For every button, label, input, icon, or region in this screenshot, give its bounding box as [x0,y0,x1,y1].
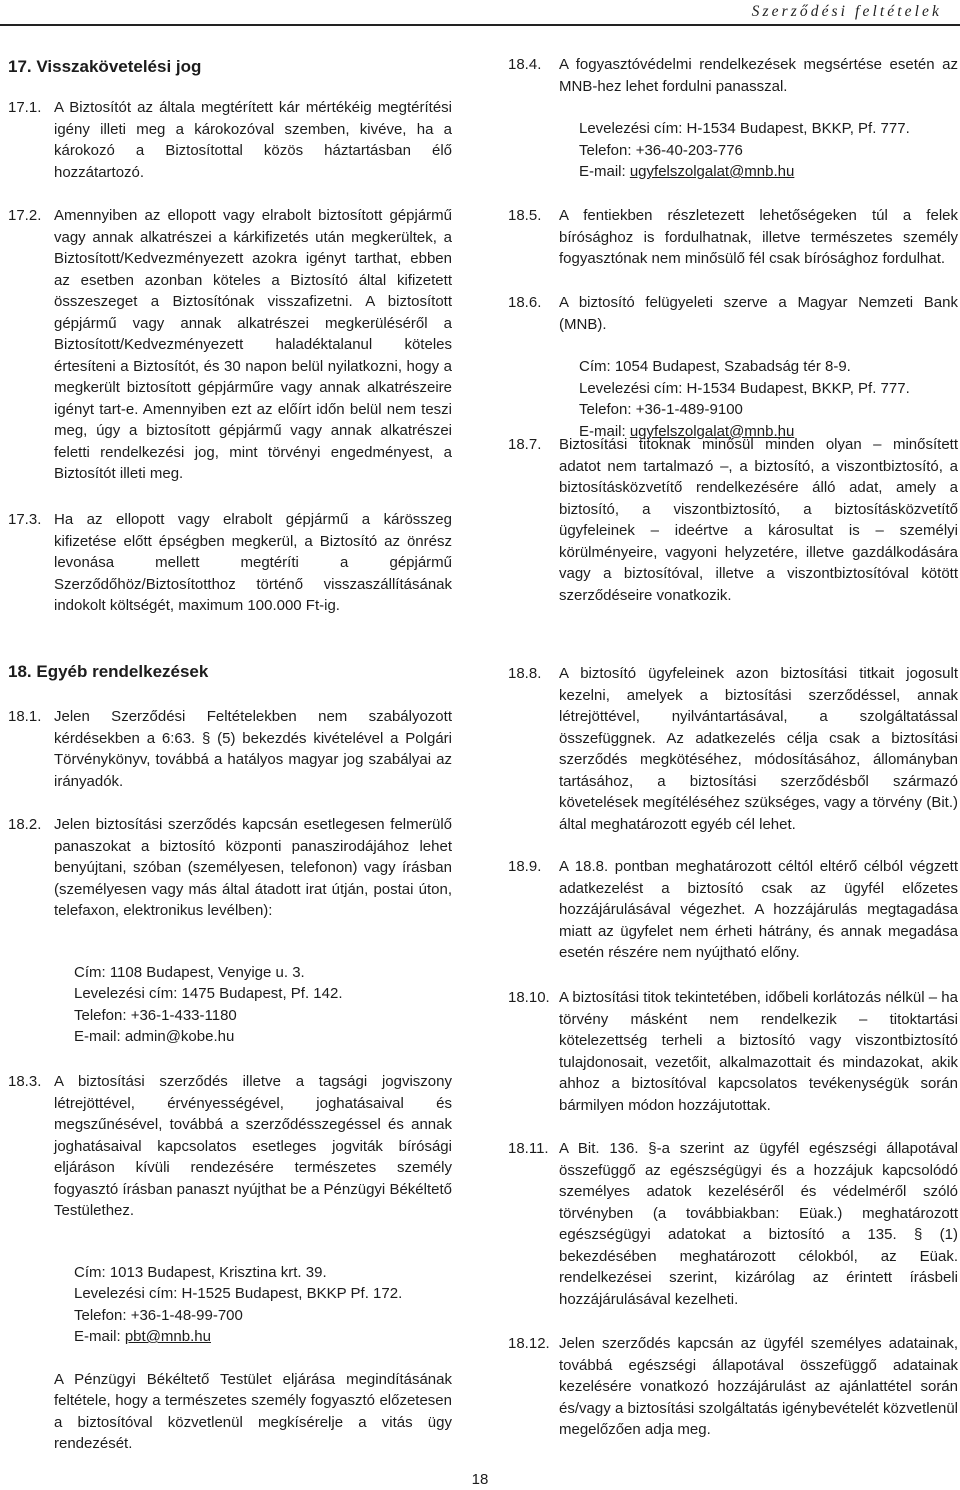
item-text: A 18.8. pontban meghatározott céltól eltérő célból végzett adatkezelést a biztosító csak az ügyfél előzetes hozzájárulásával végezhet. A hozzájárulás megtagadása miatt az ügyfelet nem érheti hátrány, és annak megadása esetén részére nem nyújtható előny. [559,858,958,961]
item-18-3 [8,1071,452,1455]
header-title: Szerződési feltételek [751,3,942,20]
item-18-9 [508,856,958,964]
item-text: Jelen Szerződési Feltételekben nem szabályozott kérdésekben a 6:63. § (5) bekezdés kivételével a Polgári Törvénykönyv, továbbá a hatályos magyar jog szabályai az irányadók. [54,708,452,790]
section-title-18: 18. Egyéb rendelkezések [8,662,209,681]
item-text: Jelen biztosítási szerződés kapcsán esetlegesen felmerülő panaszokat a biztosító központi panaszirodájához lehet benyújtani, szóban (személyesen, telefonon) vagy írásban (személyesen vagy más által átadott irat útján, postai úton, telefaxon, elektronikus levélben): [54,816,452,919]
item-text: A biztosító ügyfeleinek azon biztosítási titkait jogosult kezelni, amelyek a biztosítási szerződéssel, annak létrejöttével, nyilvántartásával, a szolgáltatással összefüggnek. Az adatkezelés célja csak a biztosítási szerződés megkötéséhez, módosításához, állományban tartásához, a biztosítási szerződésből származó követelések megítéléséhez szükséges, vagy a törvény (Bit.) által meghatározott egyéb cél lehet. [559,665,958,833]
email-line [579,161,958,183]
item-18-12 [508,1333,958,1441]
item-text: Biztosítási titoknak minősül minden olyan – minősített adatot nem tartalmazó –, a biztosító, a viszontbiztosító, a biztosításközvetítő rendelkezésére álló adat, amely a biztosító, a viszontbiztosító, a biztosításközvetítő ügyfeleinek – ideértve a károsultat is – személyi körülményeire, vagyoni helyzetére, illetve gazdálkodására vagy a biztosítóval, illetve a viszontbiztosítóval kötött szerződéseire vonatkozik. [559,436,958,604]
email-link[interactable]: ugyfelszolgalat@mnb.hu [629,422,795,440]
item-18-2 [8,814,452,1048]
item-number: 18.11. [508,1140,549,1157]
email-line: E-mail: admin@kobe.hu [74,1028,235,1045]
item-number: 17.2. [8,207,42,224]
address-line: Cím: 1054 Budapest, Szabadság tér 8-9. [579,358,851,375]
item-number: 18.1. [8,708,42,725]
address-block [74,1262,452,1348]
item-text: A biztosítási szerződés illetve a tagsági jogviszony létrejöttével, érvényességével, joghatásaival és megszűnésével, továbbá a szerződésszegéssel és annak joghatásaival kapcsolatos esetleges jogviták bírósági eljáráson kívüli rendezésére természetes személy fogyasztó írásban panaszt nyújthat be a Pénzügyi Békéltető Testülethez. [54,1073,452,1219]
item-text: Ha az ellopott vagy elrabolt gépjármű a kárösszeg kifizetése előtt épségben megkerül, a Biztosító az önrész levonása mellett megtéríti a gépjármű Szerződőhöz/Biztosítotthoz történő visszaszállításának indokolt költségét, maximum 100.000 Ft-ig. [54,511,452,614]
phone-line: Telefon: +36-1-48-99-700 [74,1306,243,1324]
address-block [579,356,958,442]
item-18-10 [508,987,958,1116]
postal-address-line: Levelezési cím: 1475 Budapest, Pf. 142. [74,985,343,1002]
email-line [74,1326,452,1348]
email-label: E-mail: [74,1328,125,1345]
item-text: A fogyasztóvédelmi rendelkezések megsértése esetén az MNB-hez lehet fordulni panasszal. [559,56,958,95]
item-text: A Biztosítót az általa megtérített kár mértékéig megtérítési igény illeti meg a károkozóval szemben, kivéve, ha a károkozó a Biztosítottal közös háztartásban élő hozzátartozó. [54,99,452,181]
item-text: A biztosítási titok tekintetében, időbeli korlátozás nélkül – ha törvény másként nem rendelkezik – titoktartási kötelezettség terheli a biztosító vagy viszontbiztosító tulajdonosait, vezetőit, alkalmazottait és mindazokat, akik ahhoz a biztosítóval kapcsolatos tevékenységük során bármilyen módon hozzájutottak. [559,989,958,1114]
page-header [0,0,960,26]
item-18-8 [508,663,958,835]
address-line: Cím: 1108 Budapest, Venyige u. 3. [74,963,305,981]
item-text: Amennyiben az ellopott vagy elrabolt biztosított gépjármű vagy annak alkatrészei a kárkifizetés után megkerültek, a Biztosított/Kedvezményezett azokra igényt tarthat, ebben az esetben azonban köteles a Biztosító által kifizetett összeszeget a Biztosítónak visszafizetni. A biztosított gépjármű vagy annak alkatrészei megkerüléséről a Biztosított/Kedvezményezett haladéktalanul köteles értesíteni a Biztosítót, és 30 napon belül nyilatkozni, hogy a megkerült biztosított gépjárműre vagy annak alkatrészeire igényt tart-e. Amennyiben ezt az előírt időn belül nem teszi meg, úgy a biztosított gépjármű vagy annak alkatrészei feletti rendelkezési jog, mint törvényi engedményest, a Biztosítót illeti meg. [54,207,452,482]
section-title-17: 17. Visszakövetelési jog [8,57,202,76]
postal-address-line: Levelezési cím: H-1534 Budapest, BKKP, Pf. 777. [579,379,910,397]
item-number: 18.12. [508,1335,550,1352]
item-number: 18.2. [8,816,42,833]
email-label: E-mail: [579,163,630,180]
item-18-7 [508,434,958,606]
item-text: A biztosító felügyeleti szerve a Magyar Nemzeti Bank (MNB). [559,294,958,333]
phone-line: Telefon: +36-1-433-1180 [74,1006,237,1024]
item-number: 18.5. [508,207,542,224]
item-number: 18.4. [508,56,542,73]
address-block [579,118,958,183]
item-text-2: A Pénzügyi Békéltető Testület eljárása megindításának feltétele, hogy a természetes személy fogyasztó előzetesen a biztosítóval közvetlenül megkísérelje a vitás ügy rendezését. [54,1370,452,1452]
item-18-11 [508,1138,958,1310]
item-number: 17.1. [8,99,42,116]
item-18-4 [508,54,958,183]
item-17-3 [8,509,452,617]
email-link[interactable]: pbt@mnb.hu [124,1328,211,1345]
address-line: Cím: 1013 Budapest, Krisztina krt. 39. [74,1263,327,1281]
item-17-2 [8,205,452,485]
postal-address-line: Levelezési cím: H-1525 Budapest, BKKP Pf. 172. [74,1285,403,1302]
page-number: 18 [471,1471,489,1488]
item-text: Jelen szerződés kapcsán az ügyfél személyes adatainak, továbbá egészségi állapotával összefüggő adatainak kezelésére vonatkozó hozzájárulást az ajánlattétel során és/vagy a biztosítási szolgáltatás igénybevételét közvetlenül megelőzően adja meg. [559,1335,958,1438]
item-number: 18.8. [508,665,542,682]
item-17-1 [8,97,452,183]
email-label: E-mail: [579,422,630,440]
email-link[interactable]: ugyfelszolgalat@mnb.hu [629,163,795,180]
phone-line: Telefon: +36-1-489-9100 [579,401,743,418]
item-number: 18.3. [8,1073,42,1090]
address-block [74,962,452,1048]
item-number: 18.7. [508,436,542,453]
item-number: 18.10. [508,989,550,1006]
item-number: 17.3. [8,511,42,528]
item-text: A fentiekben részletezett lehetőségeken túl a felek bírósághoz is fordulhatnak, illetve természetes személy fogyasztónak nem minősülő fél csak bírósághoz fordulhat. [559,207,958,267]
item-number: 18.6. [508,294,542,311]
item-18-5 [508,205,958,270]
phone-line: Telefon: +36-40-203-776 [579,141,743,159]
item-18-1 [8,706,452,792]
item-18-6 [508,292,958,442]
postal-address-line: Levelezési cím: H-1534 Budapest, BKKP, Pf. 777. [579,120,910,137]
item-number: 18.9. [508,858,542,875]
item-text: A Bit. 136. §-a szerint az ügyfél egészségi állapotával összefüggő az egészségügyi és a hozzájuk kapcsolódó személyes adatok kezeléséről és védelméről szóló törvényben (a továbbiakban: Eüak.) meghatározott egészségügyi adatokat a biztosító a 135. § (1) bekezdésében meghatározott célokból, az Eüak. rendelkezései szerint, kizárólag az érintett írásbeli hozzájárulásával kezelheti. [559,1140,958,1308]
